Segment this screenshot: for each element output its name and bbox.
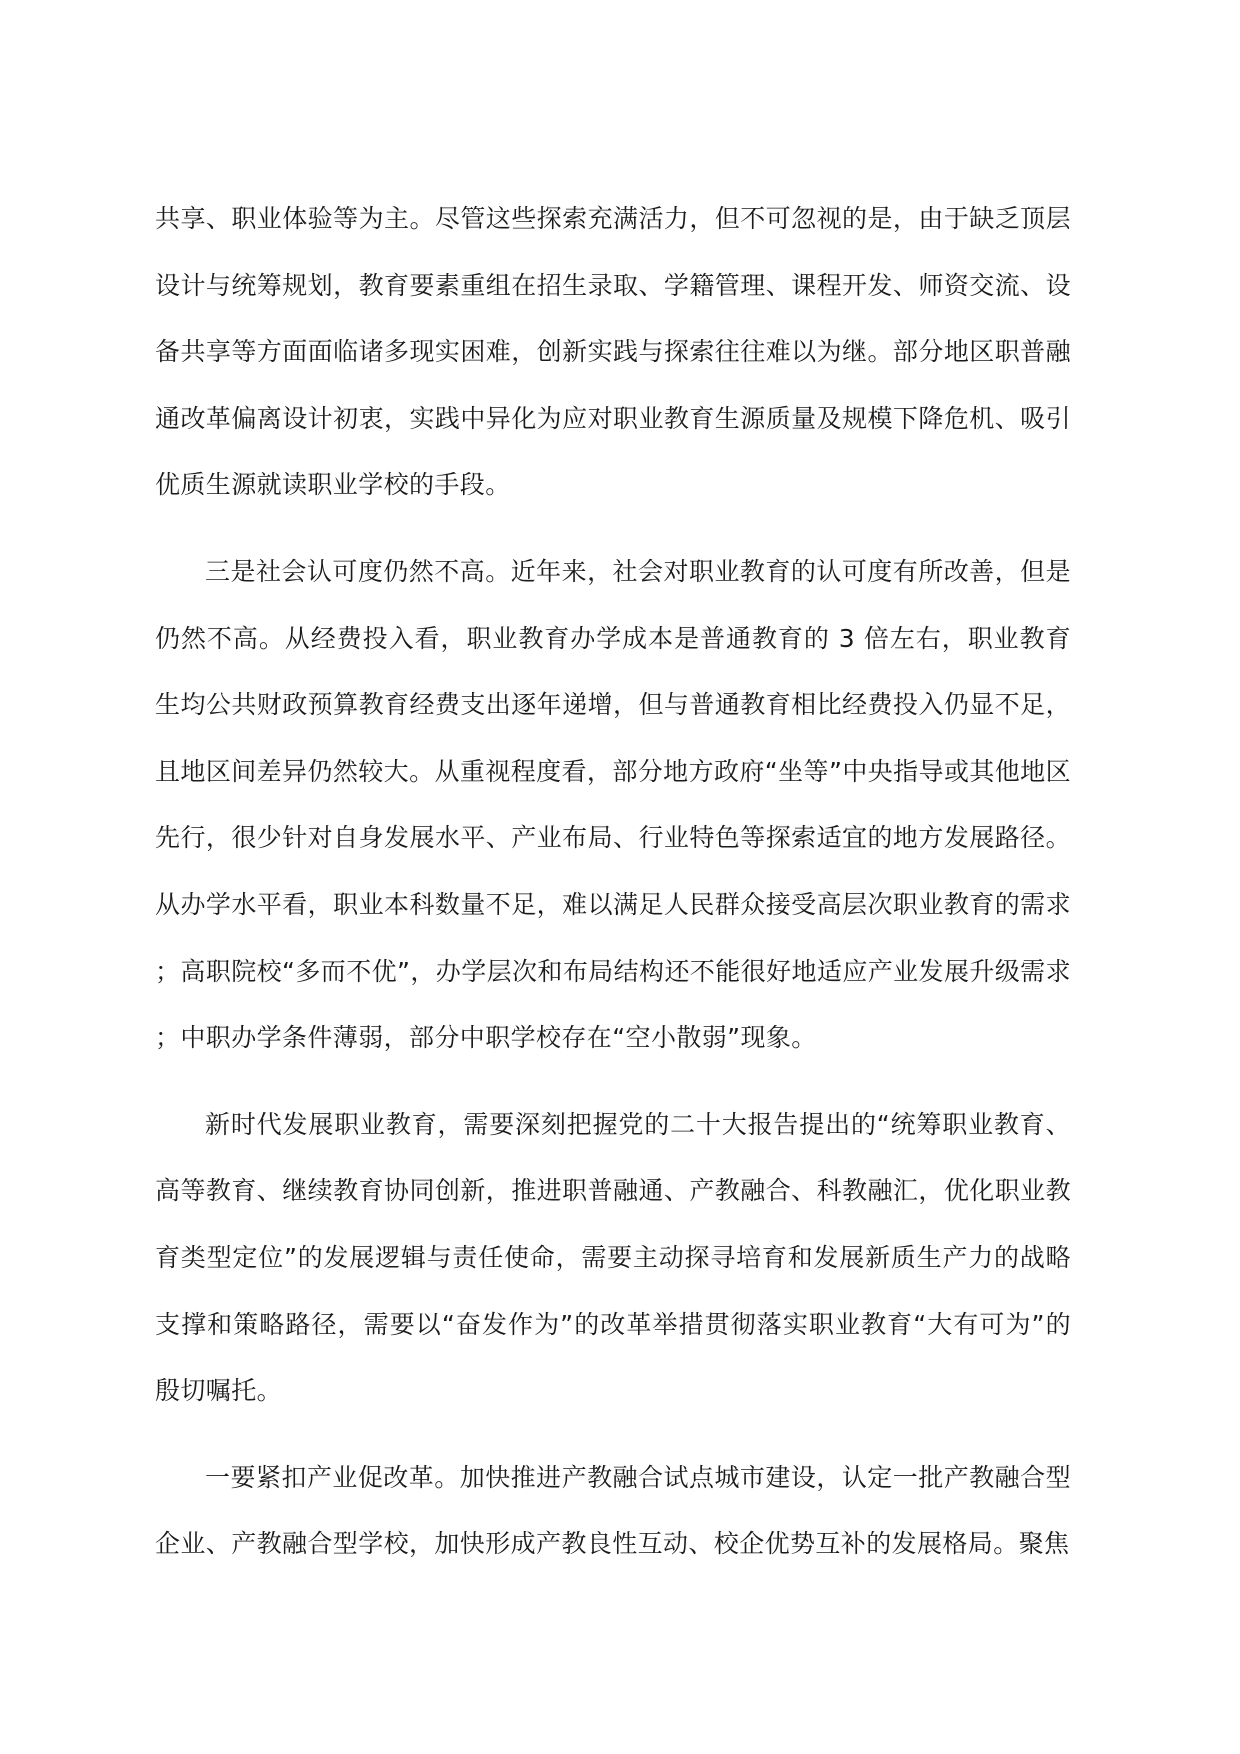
paragraph-3: 新时代发展职业教育，需要深刻把握党的二十大报告提出的“统筹职业教育、高等教育、继续教育协同创新，推进职普融通、产教融合、科教融汇，优化职业教育类型定位”的发展逻辑与责任使命，需要主动探寻培育和发展新质生产力的战略支撑和策略路径，需要以“奋发作为”的改革举措贯彻落实职业教育“大有可为”的殷切嘱托。: [155, 1109, 1071, 1406]
paragraph-1: 共享、职业体验等为主。尽管这些探索充满活力，但不可忽视的是，由于缺乏顶层设计与统筹规划，教育要素重组在招生录取、学籍管理、课程开发、师资交流、设备共享等方面面临诸多现实困难，创新实践与探索往往难以为继。部分地区职普融通改革偏离设计初衷，实践中异化为应对职业教育生源质量及规模下降危机、吸引优质生源就读职业学校的手段。: [155, 204, 1071, 500]
paragraph-4: 一要紧扣产业促改革。加快推进产教融合试点城市建设，认定一批产教融合型企业、产教融合型学校，加快形成产教良性互动、校企优势互补的发展格局。聚焦: [155, 1462, 1071, 1559]
document-body: [155, 186, 1071, 1598]
paragraph-2: 三是社会认可度仍然不高。近年来，社会对职业教育的认可度有所改善，但是仍然不高。从经费投入看，职业教育办学成本是普通教育的 3 倍左右，职业教育生均公共财政预算教育经费支出逐年递增，但与普通教育相比经费投入仍显不足，且地区间差异仍然较大。从重视程度看，部分地方政府“坐等”中央指导或其他地区先行，很少针对自身发展水平、产业布局、行业特色等探索适宜的地方发展路径。从办学水平看，职业本科数量不足，难以满足人民群众接受高层次职业教育的需求；高职院校“多而不优”，办学层次和布局结构还不能很好地适应产业发展升级需求；中职办学条件薄弱，部分中职学校存在“空小散弱”现象。: [155, 556, 1071, 1053]
